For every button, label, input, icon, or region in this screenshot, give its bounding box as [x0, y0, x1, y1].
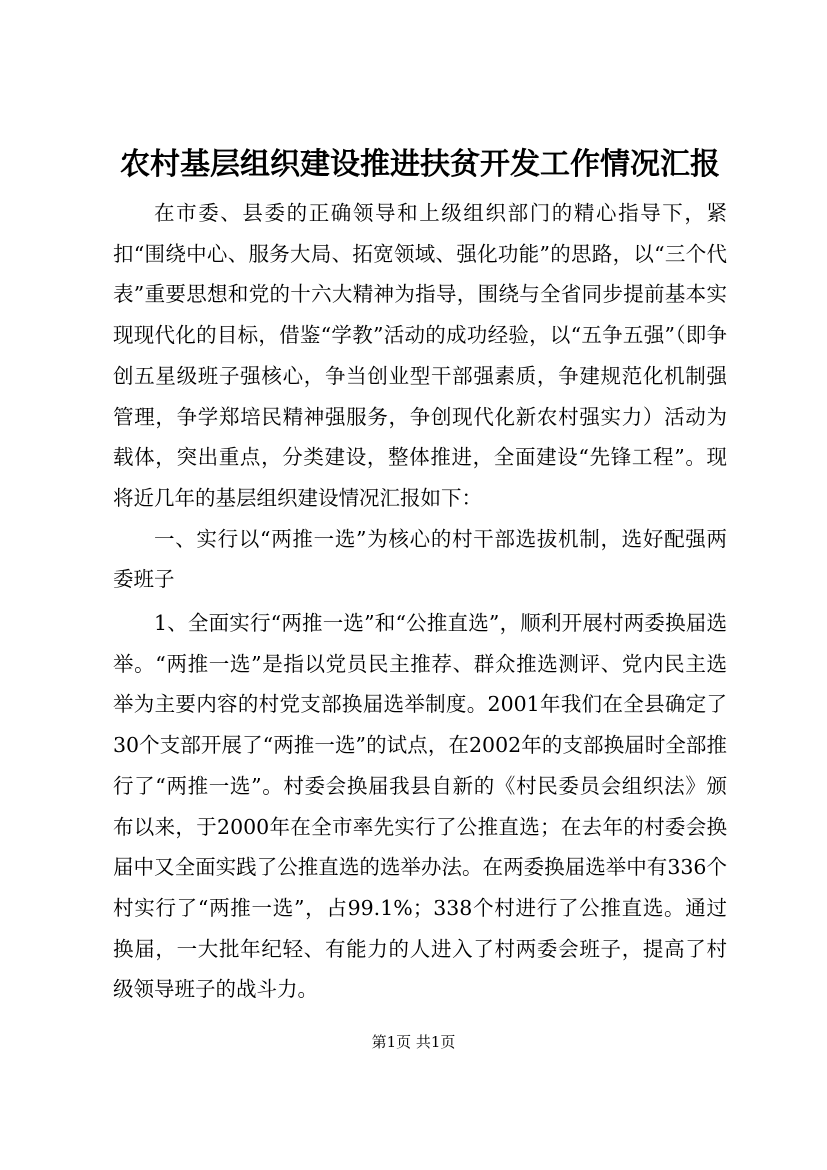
document-body: [113, 193, 727, 1010]
election-paragraph: 1、全面实行“两推一选”和“公推直选”，顺利开展村两委换届选举。“两推一选”是指以党员民主推荐、群众推选测评、党内民主选举为主要内容的村党支部换届选举制度。2001年我们在全县确定了30个支部开展了“两推一选”的试点，在2002年的支部换届时全部推行了“两推一选”。村委会换届我县自新的《村民委员会组织法》颁布以来，于2000年在全市率先实行了公推直选；在去年的村委会换届中又全面实践了公推直选的选举办法。在两委换届选举中有336个村实行了“两推一选”，占99.1%；338个村进行了公推直选。通过换届，一大批年纪轻、有能力的人进入了村两委会班子，提高了村级领导班子的战斗力。: [113, 611, 727, 1002]
document-title: 农村基层组织建设推进扶贫开发工作情况汇报: [120, 147, 720, 182]
section-heading-paragraph: 一、实行以“两推一选”为核心的村干部选拔机制，选好配强两委班子: [113, 526, 727, 592]
intro-paragraph: 在市委、县委的正确领导和上级组织部门的精心指导下，紧扣“围绕中心、服务大局、拓宽领域、强化功能”的思路，以“三个代表”重要思想和党的十六大精神为指导，围绕与全省同步提前基本实现现代化的目标，借鉴“学教”活动的成功经验，以“五争五强”（即争创五星级班子强核心，争当创业型干部强素质，争建规范化机制强管理，争学郑培民精神强服务，争创现代化新农村强实力）活动为载体，突出重点，分类建设，整体推进，全面建设“先锋工程”。现将近几年的基层组织建设情况汇报如下：: [113, 201, 727, 510]
page-footer: 第1页 共1页: [371, 1033, 456, 1051]
